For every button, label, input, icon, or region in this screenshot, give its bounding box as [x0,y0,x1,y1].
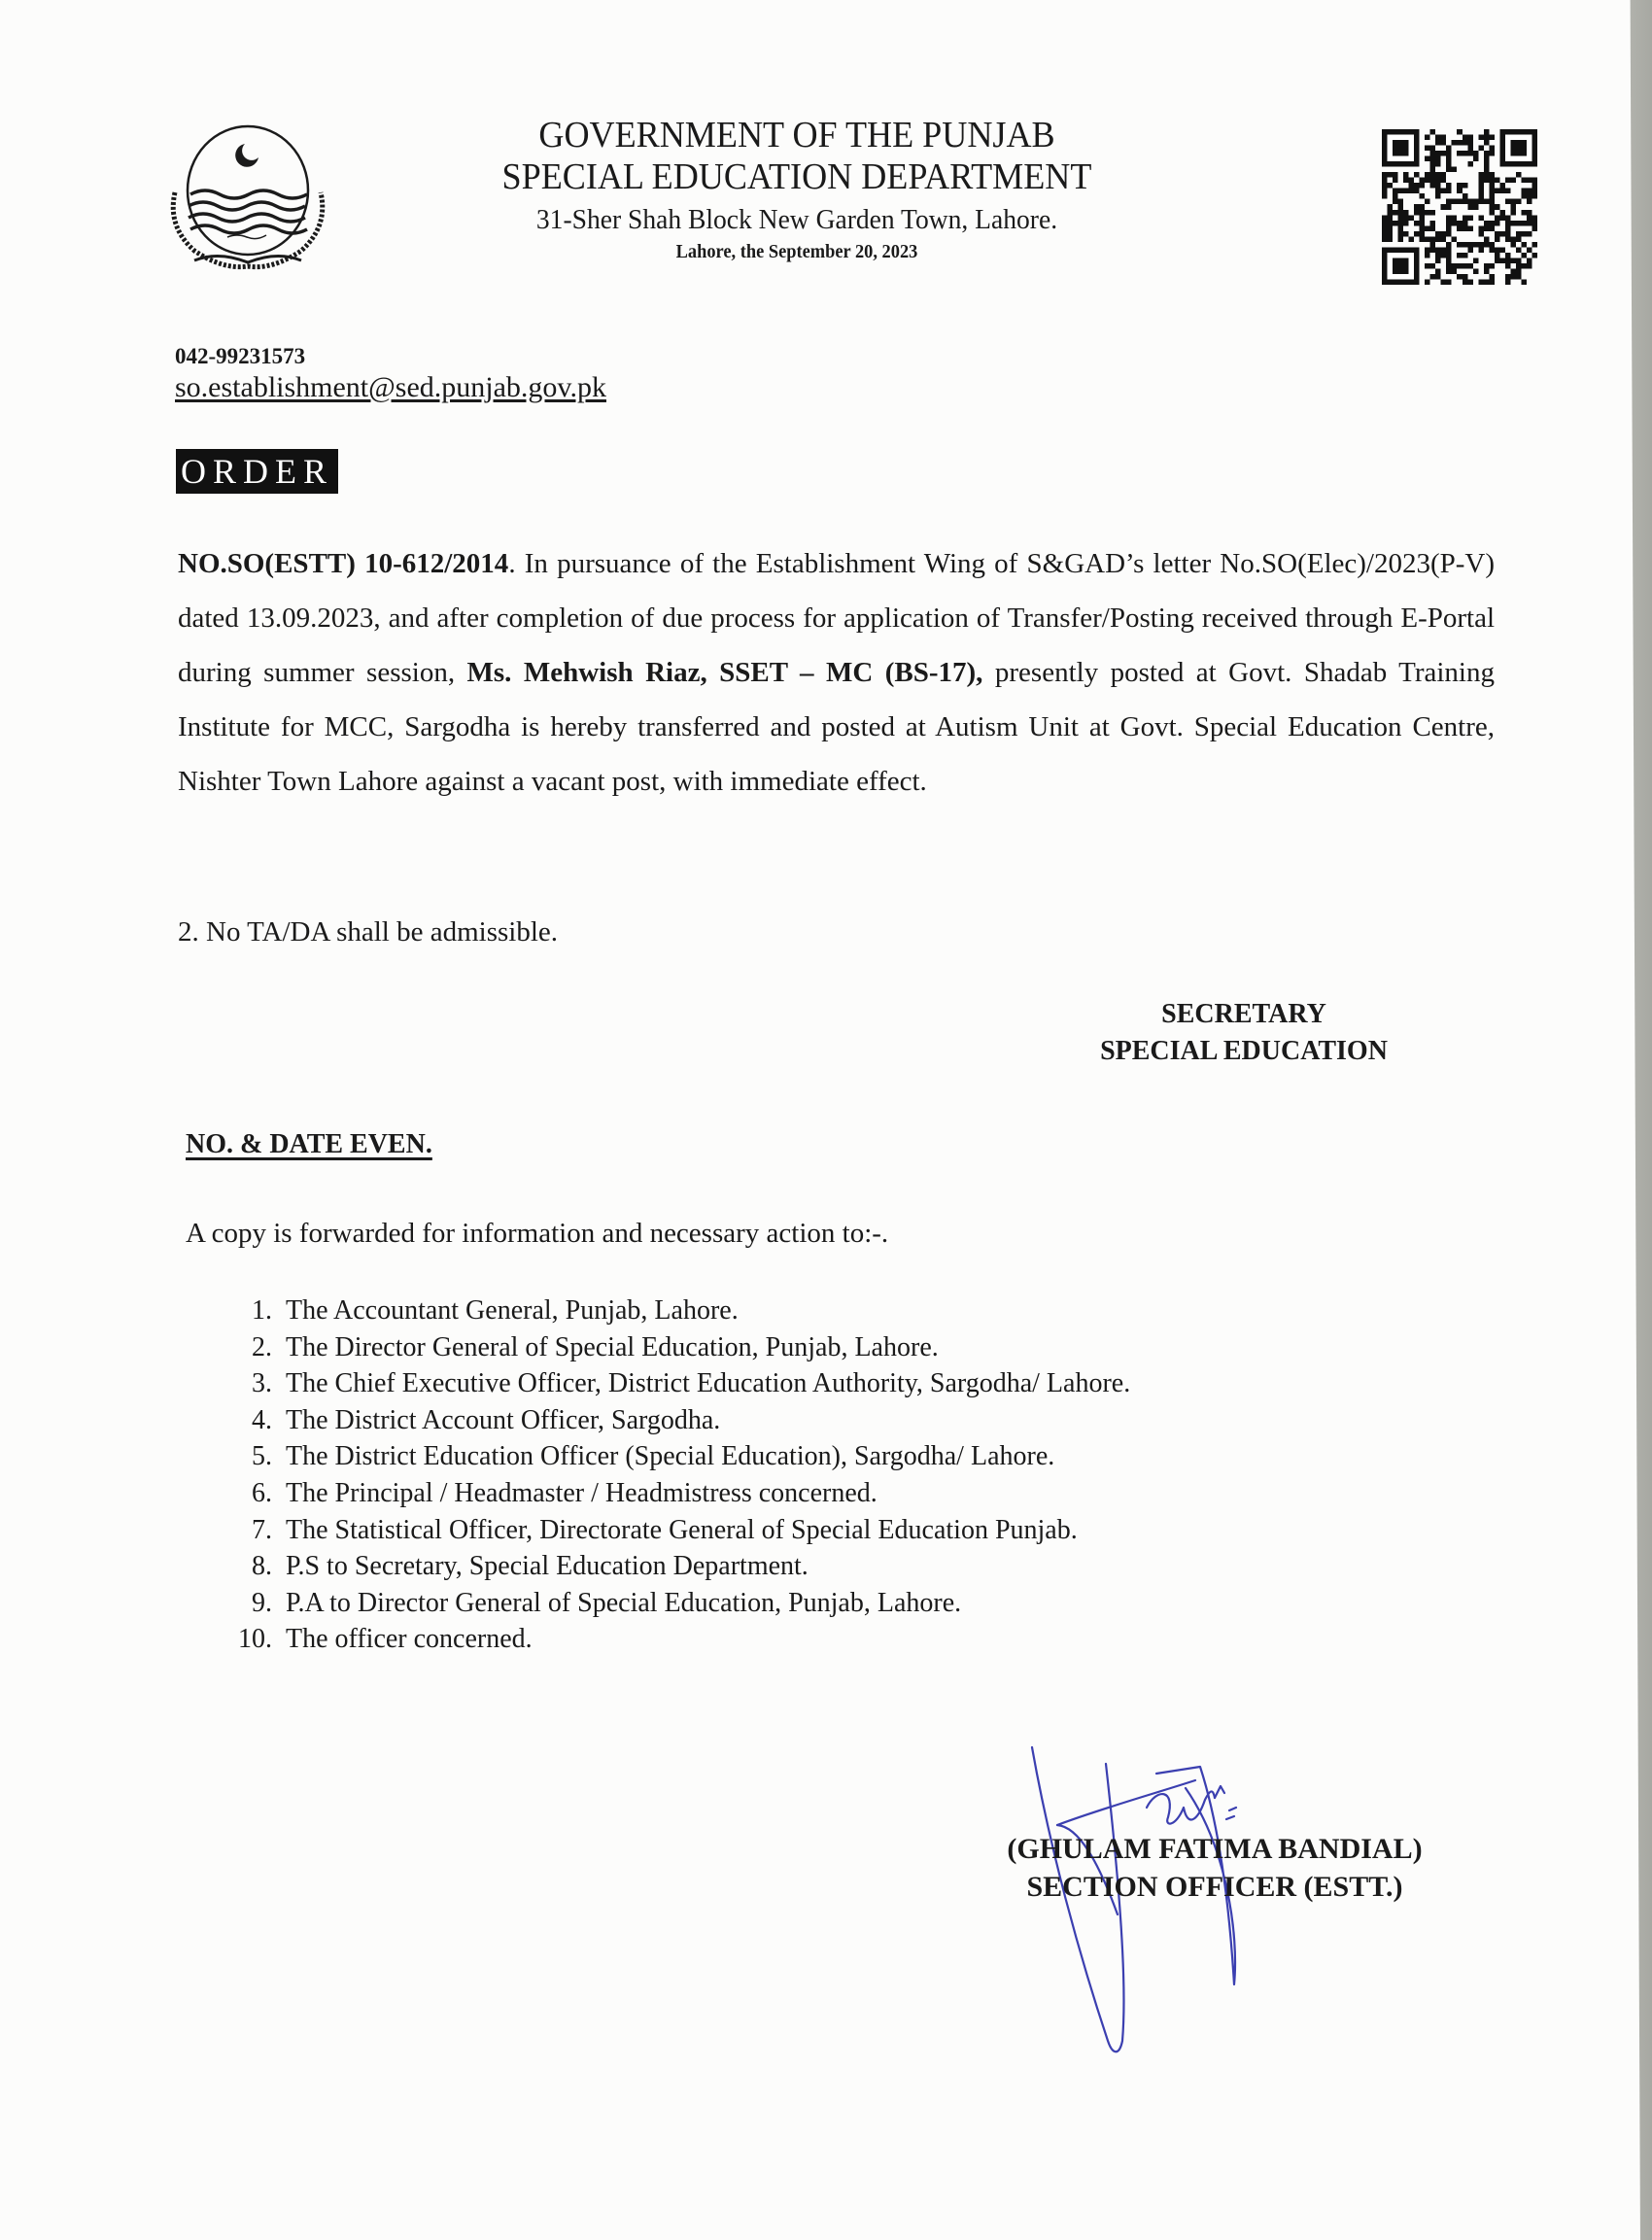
recipient-number: 1. [252,1295,272,1326]
recipient-list-item [224,1402,1130,1439]
recipient-list-item [224,1329,1130,1366]
endorsement-intro: A copy is forwarded for information and necessary action to:-. [186,1218,889,1249]
recipient-number: 4. [252,1404,272,1435]
scan-edge [1625,0,1652,2240]
recipient-list-item [224,1585,1130,1622]
order-text-part-2: presently posted at Govt. Shadab Training Institute for MCC, Sargodha is hereby transferred and posted at Autism Unit at Govt. Special Education Centre, Nishter Town Lahore against a vacant post, with immediate effect. [178,657,1495,797]
header-date: Lahore, the September 20, 2023 [675,241,918,262]
officer-name: Ms. Mehwish Riaz, SSET – MC (BS-17), [466,657,983,688]
secretary-title: SECRETARY [1161,999,1326,1029]
header-department-title: SPECIAL EDUCATION DEPARTMENT [501,156,1092,197]
endorsement-heading: NO. & DATE EVEN. [186,1129,432,1159]
recipient-text: The Principal / Headmaster / Headmistress concerned. [286,1477,878,1508]
recipient-list-item [224,1548,1130,1585]
recipient-number: 3. [252,1368,272,1399]
recipient-list-item [224,1512,1130,1549]
recipient-list-item [224,1621,1130,1658]
recipient-text: The District Account Officer, Sargodha. [286,1404,721,1435]
recipient-text: P.A to Director General of Special Education, Punjab, Lahore. [286,1587,962,1618]
recipient-number: 9. [252,1587,272,1618]
header-address: 31-Sher Shah Block New Garden Town, Lahore. [535,204,1058,235]
recipient-number: 2. [252,1331,272,1362]
header-government-title: GOVERNMENT OF THE PUNJAB [538,115,1055,155]
recipient-list-item [224,1365,1130,1402]
recipient-list-item [224,1292,1130,1329]
recipient-text: P.S to Secretary, Special Education Department. [286,1551,809,1582]
order-body-paragraph [178,536,1495,809]
recipient-text: The officer concerned. [286,1624,533,1655]
signatory-designation: SECTION OFFICER (ESTT.) [1026,1871,1403,1903]
recipient-number: 6. [252,1477,272,1508]
punjab-emblem-icon [155,124,340,270]
recipient-number: 8. [252,1551,272,1582]
recipient-text: The District Education Officer (Special Education), Sargodha/ Lahore. [286,1441,1055,1472]
order-heading: ORDER [176,449,338,494]
recipient-text: The Director General of Special Education, Punjab, Lahore. [286,1331,939,1362]
recipient-list [224,1292,1130,1658]
recipient-text: The Chief Executive Officer, District Education Authority, Sargodha/ Lahore. [286,1368,1131,1399]
qr-code-icon[interactable] [1382,129,1537,285]
recipient-list-item [224,1475,1130,1512]
recipient-list-item [224,1438,1130,1475]
recipient-number: 5. [252,1441,272,1472]
order-reference-number: NO.SO(ESTT) 10-612/2014 [178,548,509,579]
contact-email-link[interactable]: so.establishment@sed.punjab.gov.pk [175,371,606,403]
contact-phone: 042-99231573 [175,344,306,368]
recipient-number: 7. [252,1514,272,1545]
order-clause-2: 2. No TA/DA shall be admissible. [178,916,559,948]
secretary-department: SPECIAL EDUCATION [1100,1036,1388,1066]
order-text-part-1: . In pursuance of the Establishment Wing of S&GAD’s letter No.SO(Elec)/2023(P-V) dated 13.09.2023, and after completion of due process for application of Transfer/Posting received through E-Portal during summer session, [178,548,1496,688]
signatory-name: (GHULAM FATIMA BANDIAL) [1007,1833,1423,1865]
recipient-text: The Accountant General, Punjab, Lahore. [286,1295,739,1326]
recipient-number: 10. [238,1624,272,1655]
recipient-text: The Statistical Officer, Directorate General of Special Education Punjab. [286,1514,1078,1545]
